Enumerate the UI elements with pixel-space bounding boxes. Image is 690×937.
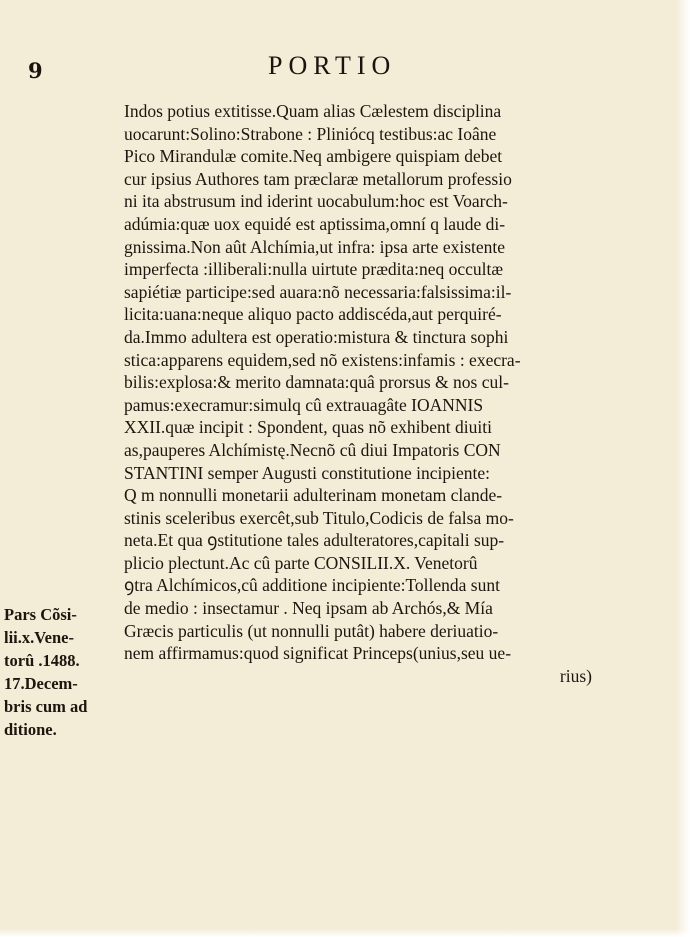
marginal-note-line: Pars Cõsi- bbox=[4, 605, 77, 624]
running-head: PORTIO bbox=[268, 51, 397, 80]
marginal-note-line: 17.Decem- bbox=[4, 674, 78, 693]
text-line: imperfecta :illiberali:nulla uirtute prædita:neq occultæ bbox=[124, 259, 504, 280]
text-line: cur ipsius Authores tam præclaræ metallorum professio bbox=[124, 168, 512, 189]
page-number: 9 bbox=[28, 58, 43, 83]
marginal-note bbox=[4, 603, 87, 741]
text-line: plicio plectunt.Ac cû parte CONSILII.X. Venetorû bbox=[124, 552, 478, 573]
marginal-note-line: ditione. bbox=[4, 720, 57, 739]
page-edge-right bbox=[676, 0, 690, 937]
text-line: ni ita abstrusum ind iderint uocabulum:hoc est Voarch- bbox=[124, 191, 508, 212]
text-line: bilis:explosa:& merito damnata:quâ prorsus & nos cul- bbox=[124, 372, 509, 393]
marginal-note-line: torû .1488. bbox=[4, 651, 80, 670]
text-line: pamus:execramur:simulq cû extrauagâte IOANNIS bbox=[124, 394, 484, 415]
text-line: ꝯtra Alchímicos,cû additione incipiente:Tollenda sunt bbox=[124, 575, 500, 596]
text-line: Pico Mirandulæ comite.Neq ambigere quispiam debet bbox=[124, 146, 503, 167]
text-line: sapiétiæ participe:sed auara:nõ necessaria:falsissima:il- bbox=[124, 281, 512, 302]
text-line: de medio : insectamur . Neq ipsam ab Archós,& Mía bbox=[124, 598, 493, 619]
text-line: uocarunt:Solino:Strabone : Pliniócq testibus:ac Ioâne bbox=[124, 123, 497, 144]
marginal-note-line: lii.x.Vene- bbox=[4, 628, 74, 647]
text-line: gnissima.Non aût Alchímia,ut infra: ipsa arte existente bbox=[124, 236, 506, 257]
text-line: stica:apparens equidem,sed nõ existens:infamis : execra- bbox=[124, 349, 521, 370]
text-line: stinis sceleribus exercêt,sub Titulo,Codicis de falsa mo- bbox=[124, 507, 514, 528]
text-line: Græcis particulis (ut nonnulli putât) habere deriuatio- bbox=[124, 620, 499, 641]
text-line-last: rius) bbox=[559, 665, 592, 686]
text-line: XXII.quæ incipit : Spondent, quas nõ exhibent diuiti bbox=[124, 417, 492, 438]
text-line: STANTINI semper Augusti constitutione incipiente: bbox=[124, 462, 491, 483]
text-line: licita:uana:neque aliquo pacto addiscéda,aut perquiré- bbox=[124, 304, 502, 325]
text-line: Indos potius extitisse.Quam alias Cælestem disciplina bbox=[124, 101, 502, 121]
text-line: Q m nonnulli monetarii adulterinam monetam clande- bbox=[124, 485, 503, 506]
page-edge-bottom bbox=[0, 929, 690, 937]
text-line: nem affirmamus:quod significat Princeps(unius,seu ue- bbox=[124, 643, 512, 664]
text-line: da.Immo adultera est operatio:mistura & tinctura sophi bbox=[124, 326, 509, 347]
text-line: adúmia:quæ uox equidé est aptissima,omní q laude di- bbox=[124, 213, 506, 234]
main-text-block bbox=[124, 100, 600, 687]
text-line: neta.Et qua ꝯstitutione tales adulteratores,capitali sup- bbox=[124, 530, 505, 551]
marginal-note-line: bris cum ad bbox=[4, 697, 88, 716]
text-line: as,pauperes Alchímistę.Necnõ cû diui Impatoris CON bbox=[124, 439, 501, 460]
